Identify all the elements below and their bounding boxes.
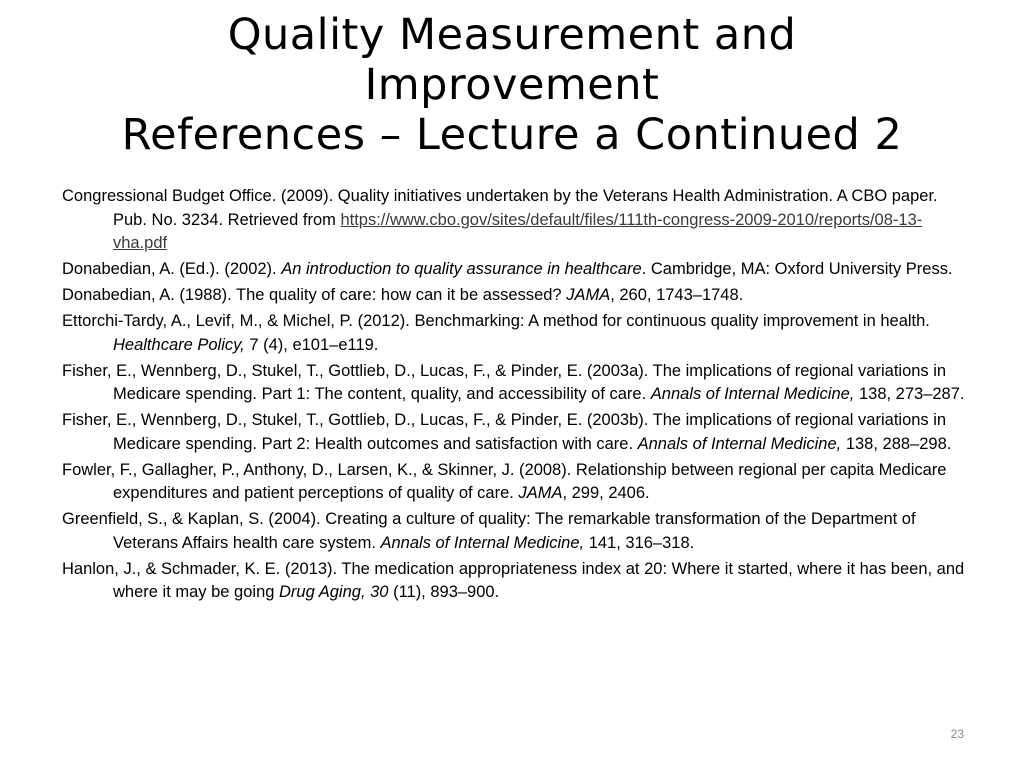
reference-text: Donabedian, A. (1988). The quality of care: how can it be assessed?: [62, 286, 567, 304]
reference-details: 138, 288–298.: [841, 434, 952, 453]
reference-source-title: JAMA: [566, 286, 611, 304]
slide-title-line-1: Quality Measurement and: [227, 10, 797, 60]
reference-item: [62, 185, 966, 256]
reference-item: [62, 310, 966, 357]
reference-item: [62, 360, 966, 407]
reference-text: Ettorchi-Tardy, A., Levif, M., & Michel, P. (2012). Benchmarking: A method for continuous quality improvement in health.: [62, 312, 930, 330]
reference-source-title: Annals of Internal Medicine,: [637, 434, 842, 453]
reference-source-title: JAMA: [518, 484, 563, 502]
reference-link[interactable]: https://www.cbo.gov/sites/default/files/111th-congress-2009-2010/reports/08-13-vha.pdf: [113, 210, 923, 252]
reference-item: [62, 459, 966, 506]
reference-item: [62, 284, 966, 308]
slide-title-line-3: References – Lecture a Continued 2: [121, 110, 903, 160]
reference-text: Greenfield, S., & Kaplan, S. (2004). Creating a culture of quality: The remarkable transformation of the Department of Veterans Affairs health care system.: [62, 510, 916, 552]
reference-details: (11), 893–900.: [388, 583, 500, 601]
reference-item: [62, 258, 966, 282]
reference-text: Fisher, E., Wennberg, D., Stukel, T., Gottlieb, D., Lucas, F., & Pinder, E. (2003a). The implications of regional variations in Medicare spending. Part 1: The content, quality, and accessibility of care.: [62, 361, 947, 403]
reference-text: Donabedian, A. (Ed.). (2002).: [62, 260, 282, 278]
reference-text: Congressional Budget Office. (2009). Quality initiatives undertaken by the Veterans Health Administration. A CBO paper. Pub. No. 3234. Retrieved from: [62, 187, 938, 229]
reference-details: , 260, 1743–1748.: [610, 286, 744, 304]
reference-details: 138, 273–287.: [854, 385, 965, 403]
slide-title: [30, 10, 994, 160]
reference-text: Hanlon, J., & Schmader, K. E. (2013). The medication appropriateness index at 20: Where it started, where it has been, and where it may be going: [62, 559, 965, 601]
reference-list: [62, 185, 966, 607]
reference-source-title: Healthcare Policy,: [113, 335, 245, 354]
reference-item: [62, 558, 966, 605]
slide-title-line-2: Improvement: [364, 60, 660, 110]
reference-details: 141, 316–318.: [584, 533, 695, 552]
reference-source-title: Annals of Internal Medicine,: [650, 385, 855, 403]
reference-item: [62, 508, 966, 555]
reference-text: Fisher, E., Wennberg, D., Stukel, T., Gottlieb, D., Lucas, F., & Pinder, E. (2003b). The implications of regional variations in Medicare spending. Part 2: Health outcomes and satisfaction with care.: [62, 411, 947, 453]
page-number: 23: [950, 727, 964, 741]
reference-details: 7 (4), e101–e119.: [244, 335, 379, 354]
reference-details: , 299, 2406.: [562, 484, 650, 502]
reference-text: Fowler, F., Gallagher, P., Anthony, D., Larsen, K., & Skinner, J. (2008). Relationship between regional per capita Medicare expenditures and patient perceptions of quality of care.: [62, 460, 947, 502]
reference-source-title: An introduction to quality assurance in healthcare: [281, 260, 642, 278]
reference-item: [62, 409, 966, 456]
reference-details: . Cambridge, MA: Oxford University Press.: [641, 260, 953, 278]
reference-source-title: Drug Aging, 30: [279, 583, 389, 601]
reference-source-title: Annals of Internal Medicine,: [380, 533, 585, 552]
